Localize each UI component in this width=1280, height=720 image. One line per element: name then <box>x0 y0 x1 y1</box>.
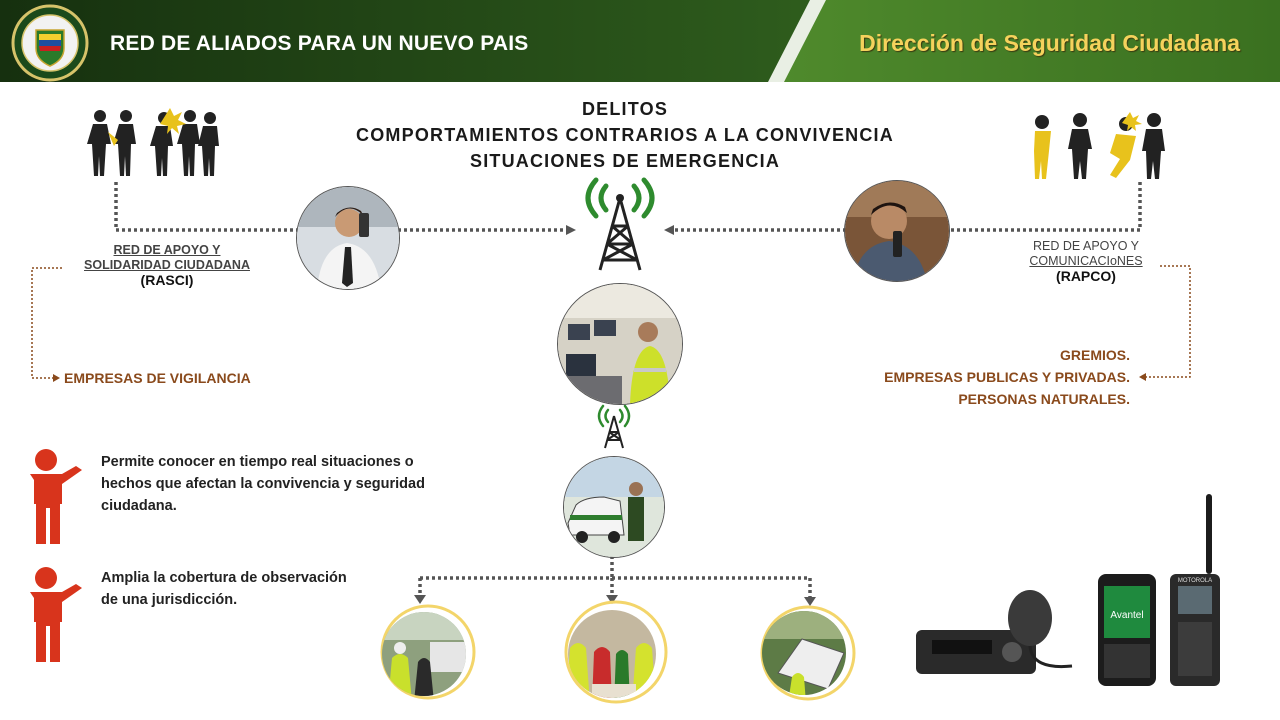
benefit-2-line-1: Amplia la cobertura de observación <box>101 570 347 586</box>
benefit-1-line-2: hechos que afectan la convivencia y seguridad <box>101 476 425 492</box>
radio-tower-icon <box>576 176 664 274</box>
photo-patrol-car <box>563 456 665 558</box>
branch-empresas-vigilancia: EMPRESAS DE VIGILANCIA <box>64 370 251 386</box>
rasci-label-line-1: RED DE APOYO Y <box>113 243 221 257</box>
page-title: RED DE ALIADOS PARA UN NUEVO PAIS <box>110 32 529 55</box>
photo-communications-operator <box>844 180 950 282</box>
headline-line-2: COMPORTAMIENTOS CONTRARIOS A LA CONVIVENCIA <box>356 125 894 145</box>
radio-devices-image <box>912 490 1228 690</box>
photo-motorcycle-unit <box>378 602 478 702</box>
rapco-label-line-2: COMUNICACIoNES <box>1029 254 1143 268</box>
small-radio-tower-icon <box>594 404 634 450</box>
branch-empresas-publicas-privadas: EMPRESAS PUBLICAS Y PRIVADAS. <box>884 369 1130 385</box>
photo-radio-operator <box>296 186 400 290</box>
photo-arrest-group <box>562 598 668 704</box>
page-subtitle: Dirección de Seguridad Ciudadana <box>859 30 1240 56</box>
headline-line-3: SITUACIONES DE EMERGENCIA <box>469 151 781 171</box>
device-brand-label: Avantel <box>1110 610 1144 621</box>
conflict-figures-icon-right <box>1030 110 1172 180</box>
rasci-code: (RASCI) <box>140 272 194 288</box>
rapco-label <box>1000 239 1172 284</box>
benefit-1-line-1: Permite conocer en tiempo real situaciones o <box>101 454 414 470</box>
radio-brand-label: MOTOROLA <box>1177 578 1213 584</box>
pointing-person-icon-2 <box>24 564 90 666</box>
pointing-person-icon <box>24 446 90 548</box>
rasci-label-line-2: SOLIDARIDAD CIUDADANA <box>84 258 250 272</box>
benefit-1-text <box>101 451 471 517</box>
branch-personas-naturales: PERSONAS NATURALES. <box>958 391 1130 407</box>
benefit-1-line-3: ciudadana. <box>101 498 177 514</box>
rasci-label <box>64 243 270 288</box>
photo-control-center <box>557 283 683 405</box>
benefit-2-text <box>101 567 401 611</box>
branch-gremios: GREMIOS. <box>1059 347 1130 363</box>
rapco-label-line-1: RED DE APOYO Y <box>1032 239 1140 253</box>
benefit-2-line-2: de una jurisdicción. <box>101 592 238 608</box>
rapco-branch-list <box>884 344 1130 410</box>
headline-line-1: DELITOS <box>581 99 669 119</box>
photo-vehicle-accident <box>758 603 858 703</box>
rapco-code: (RAPCO) <box>1056 268 1116 284</box>
conflict-figures-icon <box>86 106 222 178</box>
